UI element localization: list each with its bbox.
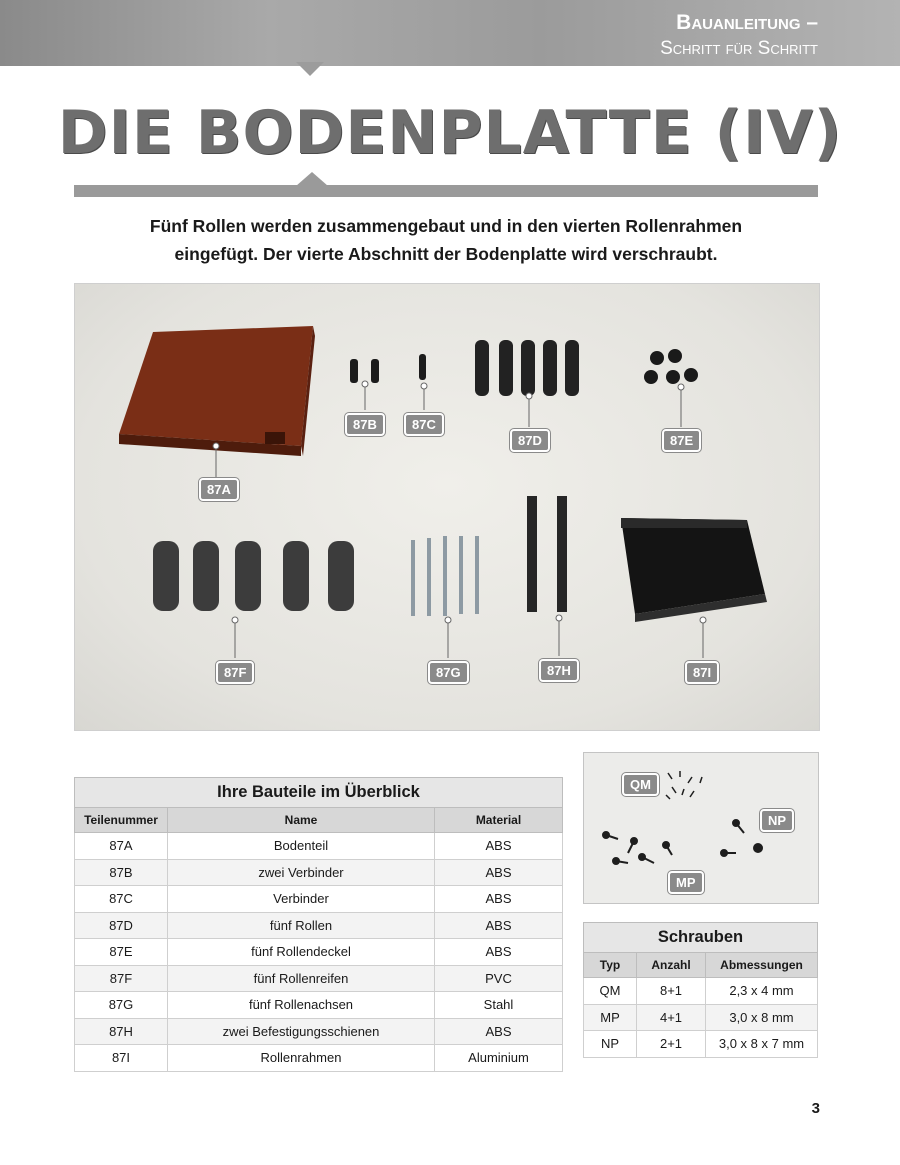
series-heading xyxy=(660,10,818,62)
intro-line-2: eingefügt. Der vierte Abschnitt der Bodenplatte wird verschraubt. xyxy=(174,244,718,264)
cell-name: Verbinder xyxy=(168,886,435,913)
cell-material: Stahl xyxy=(435,992,563,1019)
screw-qm-group xyxy=(666,771,702,799)
parts-table-title: Ihre Bauteile im Überblick xyxy=(74,777,563,807)
series-line-1: Bauanleitung – xyxy=(676,11,818,34)
cell-material: ABS xyxy=(435,912,563,939)
table-row xyxy=(75,833,563,860)
table-row xyxy=(584,978,818,1005)
table-row xyxy=(584,1004,818,1031)
col-type: Typ xyxy=(584,953,637,978)
label-87g: 87G xyxy=(428,661,469,684)
screws-table-header-row xyxy=(584,953,818,978)
screws-table-title: Schrauben xyxy=(583,922,818,952)
table-row xyxy=(75,992,563,1019)
cell-count: 8+1 xyxy=(637,978,706,1005)
part-87i-frame xyxy=(621,518,767,622)
part-87f-tyres xyxy=(153,541,354,611)
label-np: NP xyxy=(760,809,794,832)
table-row xyxy=(75,886,563,913)
cell-material: ABS xyxy=(435,886,563,913)
label-87i: 87I xyxy=(685,661,719,684)
page-number: 3 xyxy=(811,1100,820,1117)
cell-name: zwei Verbinder xyxy=(168,859,435,886)
cell-material: ABS xyxy=(435,1018,563,1045)
col-count: Anzahl xyxy=(637,953,706,978)
cell-part-number: 87I xyxy=(75,1045,168,1072)
part-87a-base-plate xyxy=(119,326,313,446)
page-title: DIE BODENPLATTE (IV) xyxy=(57,98,843,168)
cell-dimensions: 3,0 x 8 mm xyxy=(706,1004,818,1031)
table-row xyxy=(584,1031,818,1058)
cell-part-number: 87B xyxy=(75,859,168,886)
cell-type: QM xyxy=(584,978,637,1005)
cell-name: Rollenrahmen xyxy=(168,1045,435,1072)
label-87a: 87A xyxy=(199,478,239,501)
part-87d-rollers xyxy=(475,340,579,396)
screws-table xyxy=(583,922,818,1058)
table-row xyxy=(75,1018,563,1045)
cell-part-number: 87E xyxy=(75,939,168,966)
parts-table-header-row xyxy=(75,808,563,833)
table-row xyxy=(75,965,563,992)
part-87h-rails xyxy=(527,496,567,612)
label-qm: QM xyxy=(622,773,659,796)
table-row xyxy=(75,939,563,966)
part-87e-caps xyxy=(644,349,698,384)
title-rule-notch xyxy=(296,172,328,186)
cell-name: zwei Befestigungsschienen xyxy=(168,1018,435,1045)
screw-np-group xyxy=(721,820,762,856)
part-87b-connectors xyxy=(350,359,379,383)
cell-material: ABS xyxy=(435,833,563,860)
cell-name: Bodenteil xyxy=(168,833,435,860)
cell-part-number: 87G xyxy=(75,992,168,1019)
cell-dimensions: 2,3 x 4 mm xyxy=(706,978,818,1005)
cell-name: fünf Rollenreifen xyxy=(168,965,435,992)
table-row xyxy=(75,912,563,939)
cell-dimensions: 3,0 x 8 x 7 mm xyxy=(706,1031,818,1058)
cell-count: 2+1 xyxy=(637,1031,706,1058)
screw-mp-group xyxy=(603,832,672,864)
label-87h: 87H xyxy=(539,659,579,682)
cell-material: ABS xyxy=(435,859,563,886)
parts-photo xyxy=(74,283,820,731)
col-dimensions: Abmessungen xyxy=(706,953,818,978)
cell-name: fünf Rollendeckel xyxy=(168,939,435,966)
part-87c-connector xyxy=(419,354,426,380)
label-87c: 87C xyxy=(404,413,444,436)
cell-material: Aluminium xyxy=(435,1045,563,1072)
label-87f: 87F xyxy=(216,661,254,684)
banner-notch xyxy=(296,62,324,76)
cell-name: fünf Rollen xyxy=(168,912,435,939)
cell-name: fünf Rollenachsen xyxy=(168,992,435,1019)
label-87b: 87B xyxy=(345,413,385,436)
cell-part-number: 87A xyxy=(75,833,168,860)
col-name: Name xyxy=(168,808,435,833)
cell-part-number: 87D xyxy=(75,912,168,939)
label-87d: 87D xyxy=(510,429,550,452)
cell-material: PVC xyxy=(435,965,563,992)
parts-table xyxy=(74,777,563,1072)
series-line-2: Schritt für Schritt xyxy=(660,38,818,59)
cell-part-number: 87C xyxy=(75,886,168,913)
table-row xyxy=(75,1045,563,1072)
title-rule xyxy=(74,185,818,197)
intro-text xyxy=(74,212,818,268)
cell-count: 4+1 xyxy=(637,1004,706,1031)
cell-part-number: 87F xyxy=(75,965,168,992)
intro-line-1: Fünf Rollen werden zusammengebaut und in den vierten Rollenrahmen xyxy=(149,216,743,236)
screws-photo xyxy=(583,752,819,904)
label-mp: MP xyxy=(668,871,704,894)
table-row xyxy=(75,859,563,886)
col-part-number: Teilenummer xyxy=(75,808,168,833)
label-87e: 87E xyxy=(662,429,701,452)
cell-material: ABS xyxy=(435,939,563,966)
cell-part-number: 87H xyxy=(75,1018,168,1045)
col-material: Material xyxy=(435,808,563,833)
part-87g-axles xyxy=(413,536,477,616)
cell-type: MP xyxy=(584,1004,637,1031)
cell-type: NP xyxy=(584,1031,637,1058)
